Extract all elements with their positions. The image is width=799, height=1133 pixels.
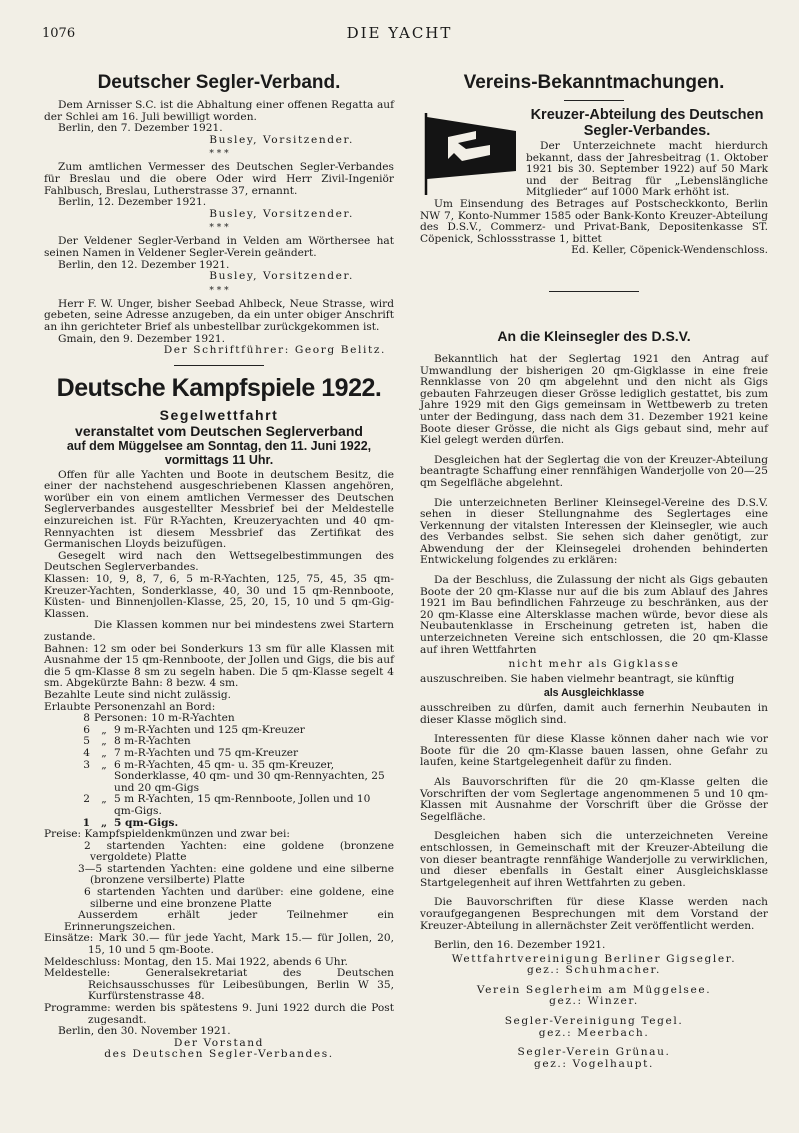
notice-4-date: Gmain, den 9. Dezember 1921. xyxy=(58,332,225,345)
kreuzer-section xyxy=(420,107,768,257)
notice-2-date: Berlin, 12. Dezember 1921. xyxy=(58,196,207,209)
kleinsegler-text-2: Desgleichen hat der Seglertag die von der Kreuzer-Abteilung beantragte Schaffung einer rennfähigen Wanderjolle von 20—25 qm Segelfläche abgelehnt. xyxy=(420,453,768,489)
programmes: Programme: werden bis spätestens 9. Juni 1922 durch die Post zugesandt. xyxy=(44,1002,394,1026)
prizes-two: 2 startenden Yachten: eine goldene (bronzene vergoldete) Platte xyxy=(84,839,394,864)
club-name: Verein Seglerheim am Müggelsee. xyxy=(476,983,712,996)
separator-stars: * * * xyxy=(209,223,229,234)
kampfspiele-courses: Bahnen: 12 sm oder bei Sonderkurs 13 sm für alle Klassen mit Ausnahme der 15 qm-Rennboote, der Jollen und Gigs, die bis auf die 5 qm-Klasse 8 sm zu segeln haben. Die 5 qm-Klasse segelt 4 sm. Abgekürzte Bahn: 8 bezw. 4 sm. xyxy=(44,642,394,690)
persons-entry: 1 „ 5 qm-Gigs. xyxy=(82,816,179,829)
kleinsegler-text-6: ausschreiben zu dürfen, damit auch fernerhin Neubauten in dieser Klasse möglich sind. xyxy=(420,702,768,726)
club-signer: gez.: Vogelhaupt. xyxy=(534,1057,654,1070)
notice-3-date: Berlin, den 12. Dezember 1921. xyxy=(58,258,230,271)
right-column xyxy=(420,68,768,1070)
kleinsegler-ausgleich: als Ausgleichklasse xyxy=(543,687,645,700)
section-divider xyxy=(174,365,264,366)
kleinsegler-date: Berlin, den 16. Dezember 1921. xyxy=(434,939,606,952)
persons-entry: 2 „ 5 m R-Yachten, 15 qm-Rennboote, Jollen und 10 qm-Gigs. xyxy=(83,793,371,817)
kleinsegler-text-9: Desgleichen haben sich die unterzeichneten Vereine entschlossen, in Gemeinschaft mit der Kreuzer-Abteilung die von dieser beantragte rennfähige Wanderjolle zu verwirklichen, und dieser ebenfalls in Gestalt einer Ausgleichsklasse Startgelegenheit auf ihren Wettfahrten zu geben. xyxy=(420,830,768,889)
running-header xyxy=(42,24,757,46)
notice-2-text: Zum amtlichen Vermesser des Deutschen Segler-Verbandes für Breslau und die obere Oder wird Herr Zivil-Ingeniör Fahlbusch, Breslau, Lutherstrasse 37, ernannt. xyxy=(44,161,394,197)
prizes-three-five: 3—5 startenden Yachten: eine goldene und eine silberne (bronzene versilberte) Platte xyxy=(78,862,394,887)
section-divider xyxy=(564,100,624,101)
notice-1-signature: Busley, Vorsitzender. xyxy=(209,133,354,146)
notice-1-text: Dem Arnisser S.C. ist die Abhaltung einer offenen Regatta auf der Schlei am 16. Juli bewilligt worden. xyxy=(44,99,394,123)
kampfspiele-signature-1: Der Vorstand xyxy=(173,1036,265,1049)
burgee-flag-logo xyxy=(420,109,520,197)
club-name: Segler-Verein Grünau. xyxy=(517,1046,671,1059)
club-signer: gez.: Meerbach. xyxy=(538,1026,650,1039)
kleinsegler-not-gig: nicht mehr als Gigklasse xyxy=(508,658,680,671)
entry-fees: Einsätze: Mark 30.— für jede Yacht, Mark 15.— für Jollen, 20, 15, 10 und 5 qm-Boote. xyxy=(44,932,394,957)
kampfspiele-open-text: Offen für alle Yachten und Boote in deutschem Besitz, die einer der nachstehend ausgeschriebenen Klassen angehören, worüber ein von einem amtlichen Vermesser des Deutschen Seglerverbandes ausgestellter Messbrief bei der Meldestelle einzureichen ist. Für R-Yachten, Kreuzeryachten und 40 qm-Rennyachten ist diesem Messbrief das Zertifikat des Germanischen Lloyds beizufügen. xyxy=(44,468,394,551)
club-signatures xyxy=(420,954,768,1071)
kleinsegler-text-3: Die unterzeichneten Berliner Kleinsegel-Vereine des D.S.V. sehen in dieser Stellungnahme des Seglertages eine Verkennung der vitalsten Interessen der Kleinsegler, wie auch des Verbandes selbst. Sie sehen sich daher genötigt, zur Abwendung der der Kleinsegelei drohenden behinderten Entwickelung folgendes zu erklären: xyxy=(420,496,768,567)
kampfspiele-persons-heading: Erlaubte Personenzahl an Bord: xyxy=(44,700,216,713)
kleinsegler-text-7: Interessenten für diese Klasse können daher nach wie vor Boote für die 20 qm-Klasse bauen lassen, ohne Gefahr zu laufen, keine Startgelegenheit dafür zu finden. xyxy=(420,733,768,769)
notice-1-date: Berlin, den 7. Dezember 1921. xyxy=(58,122,223,135)
kleinsegler-text-5: auszuschreiben. Sie haben vielmehr beantragt, sie künftig xyxy=(420,672,735,685)
kreuzer-text-1: Der Unterzeichnete macht hierdurch bekannt, dass der Jahresbeitrag (1. Oktober 1921 bis 30. September 1922) auf 50 Mark und der Beitrag für „Lebenslängliche Mitglieder“ auf 1000 Mark erhöht ist. xyxy=(526,140,768,199)
club-signer: gez.: Winzer. xyxy=(549,995,639,1008)
notice-4-text: Herr F. W. Unger, bisher Seebad Ahlbeck, Neue Strasse, wird gebeten, seine Adresse anzugeben, da ein unter obiger Anschrift an ihn gerichteter Brief als unbestellbar zurückgekommen ist. xyxy=(44,297,394,333)
kampfspiele-signature-2: des Deutschen Segler-Verbandes. xyxy=(104,1048,334,1061)
notice-3-text: Der Veldener Segler-Verband in Velden am Wörthersee hat seinen Namen in Veldener Segler-Verein geändert. xyxy=(44,235,394,259)
kampfspiele-date-venue: auf dem Müggelsee am Sonntag, den 11. Juni 1922, vormittags 11 Uhr. xyxy=(66,438,372,467)
prizes-extra: Ausserdem erhält jeder Teilnehmer ein Erinnerungszeichen. xyxy=(64,909,394,933)
persons-entry: 4 „ 7 m-R-Yachten und 75 qm-Kreuzer xyxy=(83,746,299,759)
dsv-heading: Deutscher Segler-Verband. xyxy=(97,72,341,93)
persons-list xyxy=(44,713,394,829)
notice-3-signature: Busley, Vorsitzender. xyxy=(209,270,354,283)
entry-office: Meldestelle: Generalsekretariat des Deutschen Reichsausschusses für Leibesübungen, Berlin W 35, Kurfürstenstrasse 48. xyxy=(44,967,394,1003)
persons-entry: 6 „ 9 m-R-Yachten und 125 qm-Kreuzer xyxy=(83,723,305,736)
separator-stars: * * * xyxy=(209,149,229,160)
kleinsegler-heading: An die Kleinsegler des D.S.V. xyxy=(497,327,691,344)
kampfspiele-heading: Deutsche Kampfspiele 1922. xyxy=(56,373,382,402)
kampfspiele-paid-crew: Bezahlte Leute sind nicht zulässig. xyxy=(44,688,231,701)
notice-4-signature: Der Schriftführer: Georg Belitz. xyxy=(163,344,386,357)
kreuzer-heading: Kreuzer-Abteilung des Deutschen Segler-Verbandes. xyxy=(530,107,764,139)
prizes-heading: Preise: Kampfspieldenkmünzen und zwar bei: xyxy=(44,828,290,841)
club-name: Wettfahrtvereinigung Berliner Gigsegler. xyxy=(451,952,737,965)
kleinsegler-text-10: Die Bauvorschriften für diese Klasse werden nach voraufgegangenen Besprechungen mit dem Vorstand der Kreuzer-Abteilung in allernächster Zeit veröffentlicht werden. xyxy=(420,896,768,932)
kleinsegler-text-1: Bekanntlich hat der Seglertag 1921 den Antrag auf Umwandlung der bisherigen 20 qm-Gigklasse in eine freie Rennklasse von 20 qm abgelehnt und den nicht als Gigs gebauten Fahrzeugen dieser Grösse lediglich gestattet, bis zum Jahre 1929 mit den Gigs gemeinsam in Wettbewerb zu treten unter der Bedingung, dass nach dem 31. Dezember 1921 keine Boote dieser Grösse, die nicht als Gigs gebaut sind, mehr auf Kiel gelegt werden dürfen. xyxy=(420,352,768,447)
kampfspiele-classes-note: Die Klassen kommen nur bei mindestens zwei Startern zustande. xyxy=(44,619,394,643)
kreuzer-signature: Ed. Keller, Cöpenick-Wendenschloss. xyxy=(571,244,768,257)
journal-title: DIE YACHT xyxy=(346,24,453,42)
persons-entry: 3 „ 6 m-R-Yachten, 45 qm- u. 35 qm-Kreuzer, Sonderklasse, 40 qm- und 30 qm-Rennyachten, 25 und 20 qm-Gigs xyxy=(83,758,385,794)
notice-2-signature: Busley, Vorsitzender. xyxy=(209,207,354,220)
kleinsegler-text-4: Da der Beschluss, die Zulassung der nicht als Gigs gebauten Boote der 20 qm-Klasse nur auf die bis zum Ablauf des Jahres 1921 im Bau befindlichen Fahrzeuge zu beschränken, aus der 20 qm-Klasse eine Altersklasse machen würde, bevor diese als Neubautenklasse in Erscheinung getreten ist, haben die unterzeichneten Vereine sich entschlossen, die 20 qm-Klasse auf ihren Wettfahrten xyxy=(420,574,768,656)
entry-deadline: Meldeschluss: Montag, den 15. Mai 1922, abends 6 Uhr. xyxy=(44,955,348,968)
left-column xyxy=(44,68,394,1061)
section-divider xyxy=(549,291,639,292)
prizes-six: 6 startenden Yachten und darüber: eine goldene, eine silberne und eine bronzene Platte xyxy=(84,886,394,910)
kleinsegler-text-8: Als Bauvorschriften für die 20 qm-Klasse gelten die Vorschriften der vom Seglertage angenommenen 5 und 10 qm-Klassen mit Ausnahme der Vorschrift über die Grösse der Segelfläche. xyxy=(420,775,768,823)
kampfspiele-classes: Klassen: 10, 9, 8, 7, 6, 5 m-R-Yachten, 125, 75, 45, 35 qm-Kreuzer-Yachten, Sonderklasse, 40, 30 und 15 qm-Rennboote, Küsten- und Binnenjollen-Klasse, 25, 20, 15, 10 und 5 qm-Gig-Klassen. xyxy=(44,573,394,620)
kreuzer-text-2: Um Einsendung des Betrages auf Postscheckkonto, Berlin NW 7, Konto-Nummer 1585 oder Bank-Konto Kreuzer-Abteilung des D.S.V., Commerz- und Privat-Bank, Depositenkasse ST. Cöpenick, Schlossstrasse 1, bittet xyxy=(420,198,768,245)
club-signer: gez.: Schuhmacher. xyxy=(526,964,662,977)
page-number: 1076 xyxy=(42,26,76,41)
separator-stars: * * * xyxy=(209,285,229,296)
kampfspiele-subheading: Segelwettfahrt xyxy=(159,406,279,423)
kampfspiele-rules-text: Gesegelt wird nach den Wettsegelbestimmungen des Deutschen Seglerverbandes. xyxy=(44,549,394,574)
club-name: Segler-Vereinigung Tegel. xyxy=(504,1015,684,1028)
kampfspiele-organizer: veranstaltet vom Deutschen Seglerverband xyxy=(75,422,363,439)
vereins-heading: Vereins-Bekanntmachungen. xyxy=(463,72,725,93)
persons-entry: 5 „ 8 m-R-Yachten xyxy=(83,735,191,748)
persons-entry: 8 Personen: 10 m-R-Yachten xyxy=(83,712,235,725)
flag-icon xyxy=(420,109,520,197)
kampfspiele-date: Berlin, den 30. November 1921. xyxy=(58,1025,231,1038)
